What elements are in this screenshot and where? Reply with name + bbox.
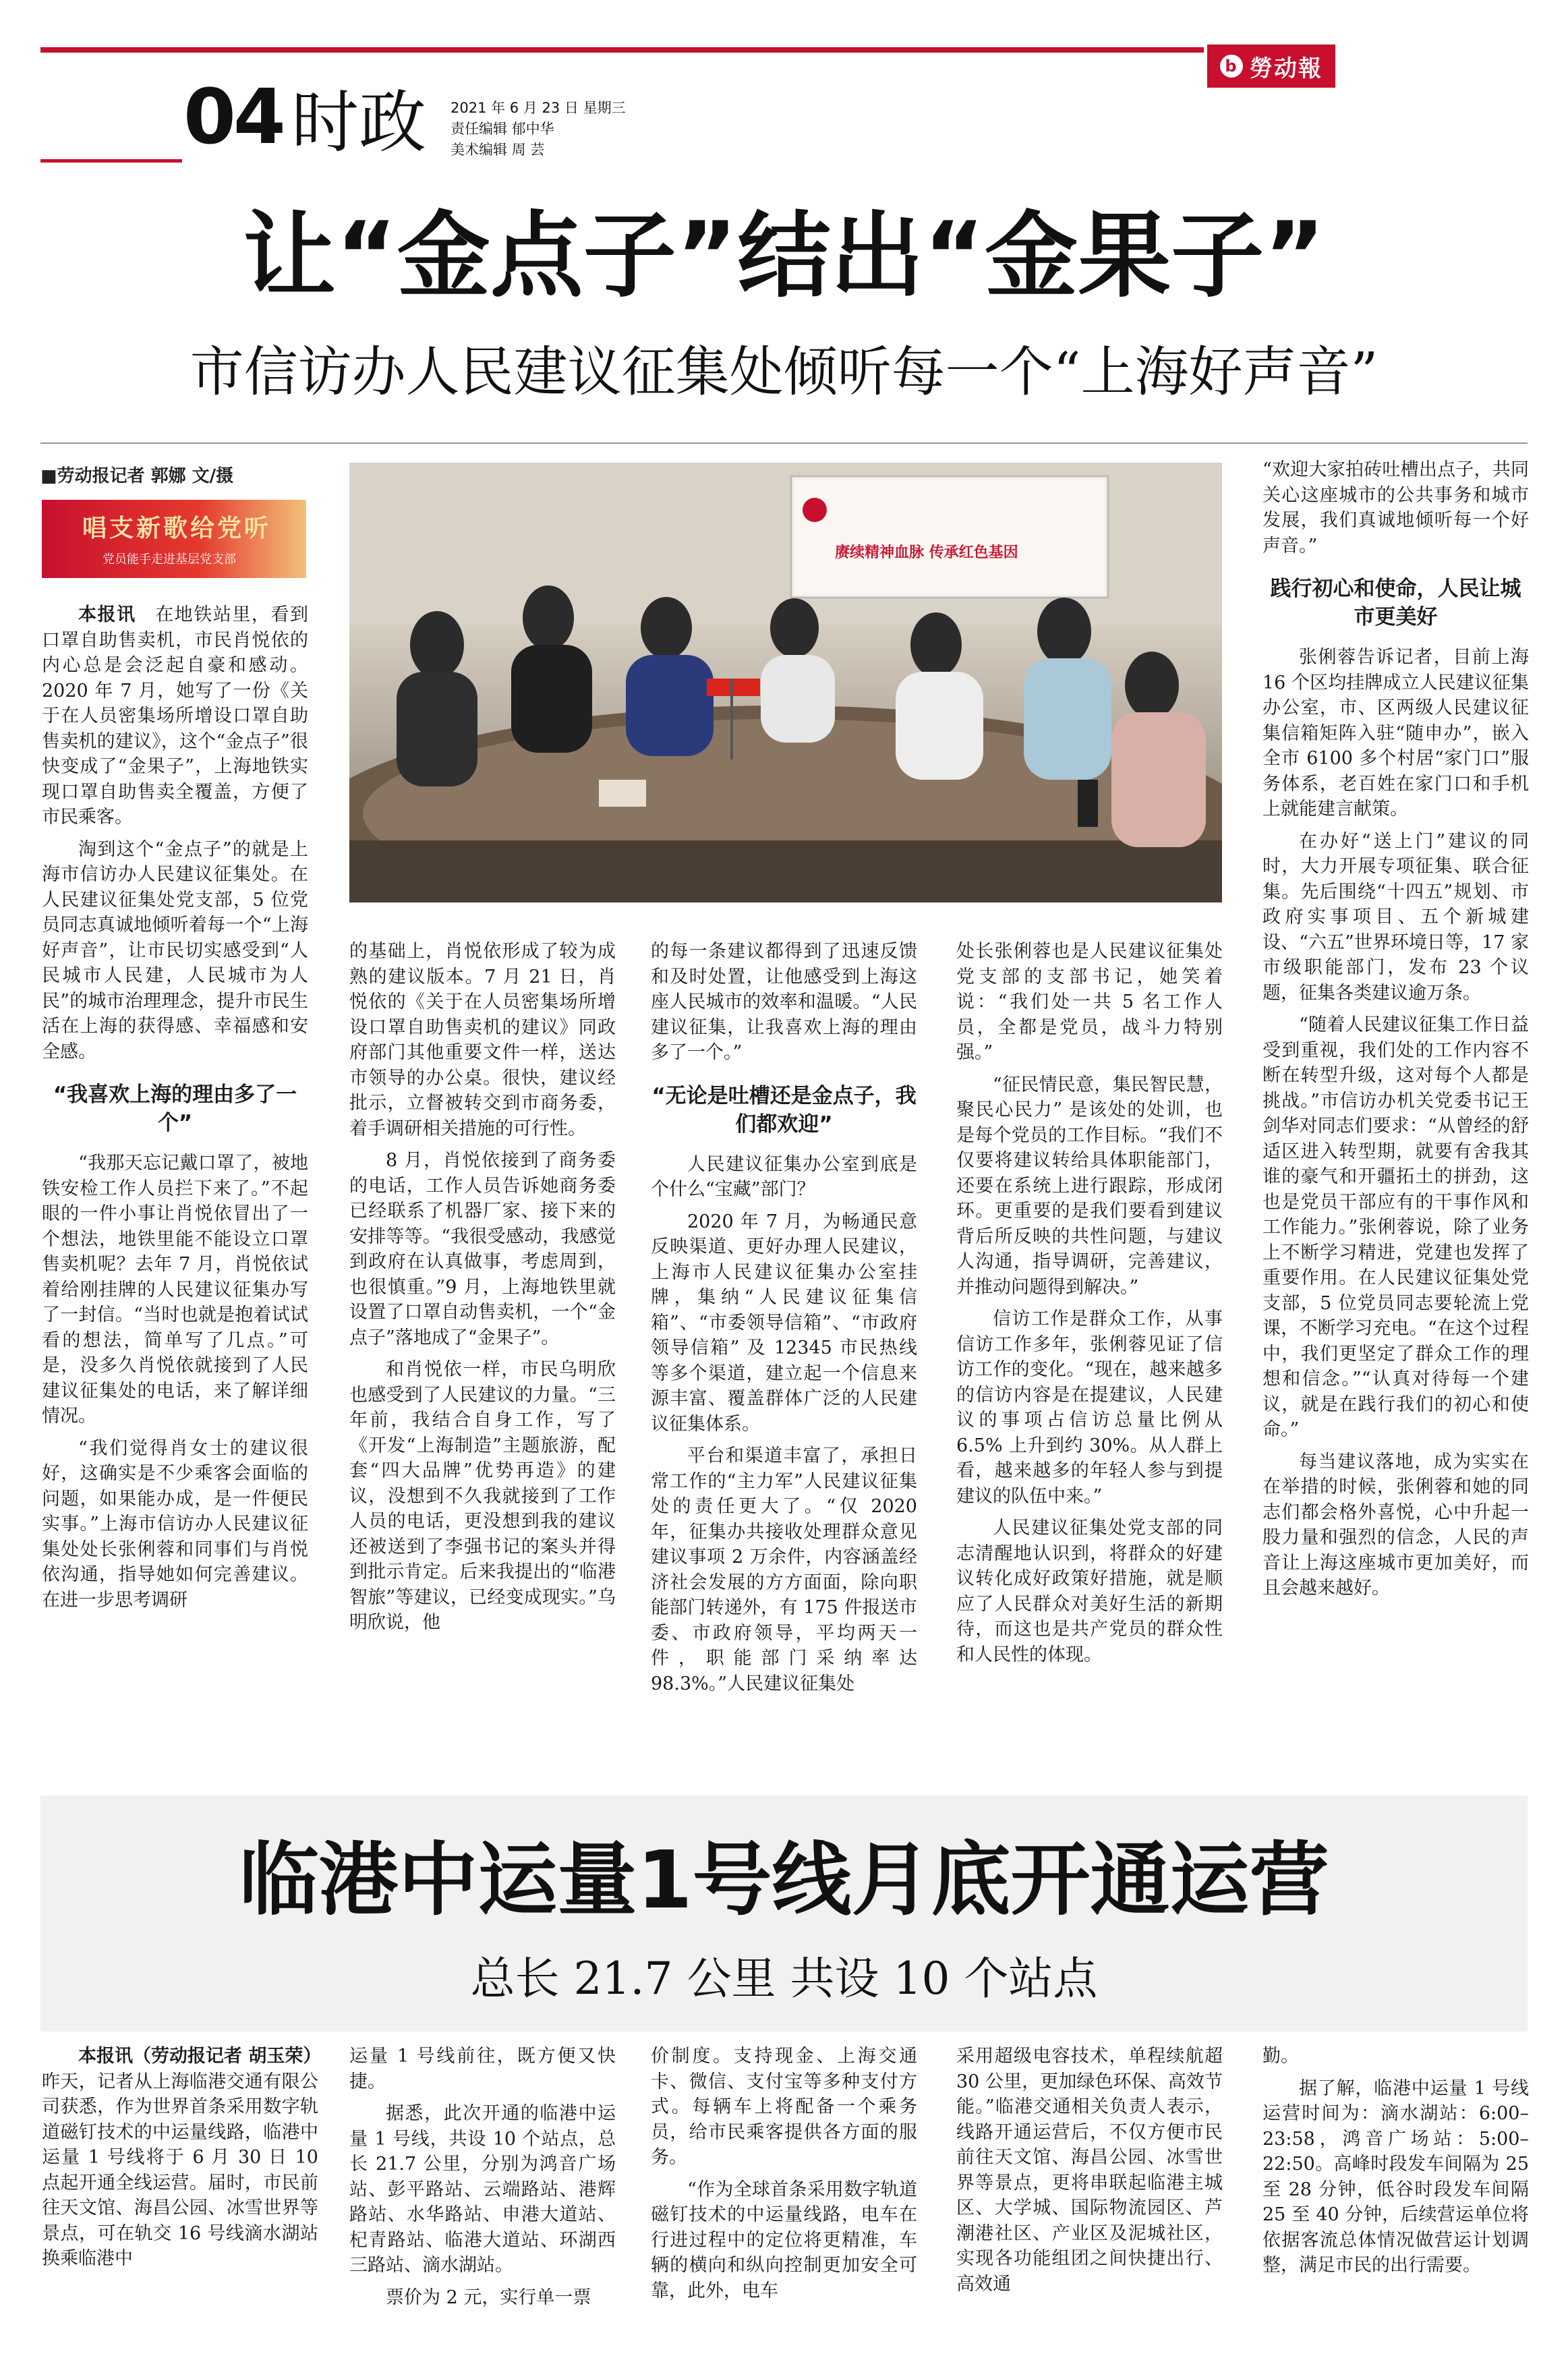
paragraph: 昨天，记者从上海临港交通有限公司获悉，作为世界首条采用数字轨道磁钉技术的中运量线路，临港中运量 1 号线将于 6 月 30 日 10 点起开通全线运营。届时，市民前往天文馆、海昌公园、冰雪世界等景点，可在轨交 16 号线滴水湖站换乘临港中 xyxy=(42,2071,318,2269)
article1-byline: ■劳动报记者 郭娜 文/摄 xyxy=(40,466,234,486)
paragraph: 淘到这个“金点子”的就是上海市信访办人民建议征集处。在人民建议征集处党支部，5 位党员同志真诚地倾听着每一个“上海好声音”，让市民切实感受到“人民城市人民建，人民城市为人民”的城市治理理念，提升市民生活在上海的获得感、幸福感和安全感。 xyxy=(42,838,308,1062)
paragraph: 的每一条建议都得到了迅速反馈和及时处置，让他感受到上海这座人民城市的效率和温暖。“人民建议征集，让我喜欢上海的理由多了一个。” xyxy=(651,941,917,1063)
paragraph: “随着人民建议征集工作日益受到重视，我们处的工作内容不断在转型升级，这对每个人都是挑战。”市信访办机关党委书记王剑华对同志们要求：“从曾经的舒适区进入转型期，就要有舍我其谁的豪气和开疆拓土的拼劲，这也是党员干部应有的干事作风和工作能力。”张俐蓉说，除了业务上不断学习精进，党建也发挥了重要作用。在人民建议征集处党支部，5 位党员同志要轮流上党课，不断学习充电。“在这个过程中，我们更坚定了群众工作的理想和信念。”“认真对待每一个建议，就是在践行我们的初心和使命。” xyxy=(1262,1014,1529,1440)
article2-column-3 xyxy=(651,2044,917,2303)
dateline-lead: 本报讯 xyxy=(78,604,136,625)
paragraph: “我们觉得肖女士的建议很好，这确实是不少乘客会面临的问题，如果能办成，是一件便民实事。”上海市信访办人民建议征集处处长张俐蓉和同事们与肖悦依沟通，指导她如何完善建议。在进一步思考调研 xyxy=(42,1437,308,1611)
paragraph: 在地铁站里，看到口罩自助售卖机，市民肖悦依的内心总是会泛起自豪和感动。2020 年 7 月，她写了一份《关于在人员密集场所增设口罩自助售卖机的建议》，这个“金点子”很快变成了“金果子”，上海地铁实现口罩自助售卖全覆盖，方便了市民乘客。 xyxy=(42,604,309,828)
paragraph: 人民建议征集处党支部的同志清醒地认识到，将群众的好建议转化成好政策好措施，就是顺应了人民群众对美好生活的新期待，而这也是共产党员的群众性和人民性的体现。 xyxy=(956,1518,1223,1665)
paragraph: 运量 1 号线前往，既方便又快捷。 xyxy=(349,2046,616,2092)
edition-meta xyxy=(451,98,626,161)
photo-banner-text: 赓续精神血脉 传承红色基因 xyxy=(835,544,1018,561)
paragraph: 人民建议征集办公室到底是个什么“宝藏”部门？ xyxy=(651,1153,917,1200)
article2-title: 临港中运量1号线月底开通运营 xyxy=(239,1833,1329,1926)
editor-line: 责任编辑 郁中华 xyxy=(451,121,554,137)
subheading: “我喜欢上海的理由多了一个” xyxy=(53,1083,297,1135)
article1-title: 让“金点子”结出“金果子” xyxy=(243,202,1325,310)
header-bottom-rule xyxy=(40,159,182,163)
date-line: 2021 年 6 月 23 日 星期三 xyxy=(451,100,626,116)
article1-column-3 xyxy=(651,939,917,1696)
logo-text: 勞动報 xyxy=(1250,55,1323,82)
art-editor-line: 美术编辑 周 芸 xyxy=(451,142,545,158)
paragraph: 8 月，肖悦依接到了商务委的电话，工作人员告诉她商务委已经联系了机器厂家、接下来的安排等等。“我很受感动，我感觉到政府在认真做事，考虑周到，也很慎重。”9 月，上海地铁里就设置了口罩自动售卖机，一个“金点子”落地成了“金果子”。 xyxy=(349,1150,616,1348)
paragraph: “征民情民意，集民智民慧，聚民心民力” 是该处的处训，也是每个党员的工作目标。“我们不仅要将建议转给具体职能部门，还要在系统上进行跟踪，形成闭环。更重要的是我们要看到建议背后所反映的共性问题，与建议人沟通，指导调研，完善建议，并推动问题得到解决。” xyxy=(956,1074,1223,1298)
paragraph: “作为全球首条采用数字轨道磁钉技术的中运量线路，电车在行进过程中的定位将更精准，车辆的横向和纵向控制更加安全可靠，此外，电车 xyxy=(651,2179,917,2301)
subheading: 践行初心和使命，人民让城市更美好 xyxy=(1270,577,1521,629)
newspaper-logo xyxy=(1207,45,1335,88)
article1-subtitle: 市信访办人民建议征集处倾听每一个“上海好声音” xyxy=(190,341,1378,403)
article2-subtitle: 总长 21.7 公里 共设 10 个站点 xyxy=(470,1953,1098,2005)
top-red-rule xyxy=(40,47,1204,53)
paragraph: 采用超级电容技术，单程续航超 30 公里，更加绿色环保、高效节能。”临港交通相关负责人表示，线路开通运营后，不仅方便市民前往天文馆、海昌公园、冰雪世界等景点，更将串联起临港主城区、大学城、国际物流园区、芦潮港社区、产业区及泥城社区，实现各功能组团之间快捷出行、高效通 xyxy=(956,2046,1223,2295)
badge-title: 唱支新歌给党听 xyxy=(82,514,272,542)
paragraph: 据悉，此次开通的临港中运量 1 号线，共设 10 个站点，总长 21.7 公里，分别为鸿音广场站、彭平路站、云端路站、港辉路站、水华路站、申港大道站、杞青路站、临港大道站、环湖西三路站、滴水湖站。 xyxy=(349,2103,616,2276)
paragraph: 2020 年 7 月，为畅通民意反映渠道、更好办理人民建议，上海市人民建议征集办公室挂牌，集纳“人民建议征集信箱”、“市委领导信箱”、“市政府领导信箱” 及 12345 市民热线等多个渠道，建立起一个信息来源丰富、覆盖群体广泛的人民建议征集体系。 xyxy=(651,1211,917,1435)
badge-subtitle: 党员能手走进基层党支部 xyxy=(103,552,236,567)
article2-column-1 xyxy=(42,2044,322,2272)
article2-column-2 xyxy=(349,2044,616,2310)
subheading: “无论是吐槽还是金点子，我们都欢迎” xyxy=(651,1083,917,1137)
paragraph: 张俐蓉告诉记者，目前上海 16 个区均挂牌成立人民建议征集办公室，市、区两级人民建议征集信箱矩阵入驻“随申办”，嵌入全市 6100 多个村居“家门口”服务体系，老百姓在家门口和手机上就能建言献策。 xyxy=(1262,647,1529,820)
paragraph: 勤。 xyxy=(1262,2046,1299,2067)
section-name: 时政 xyxy=(291,83,426,162)
article1-column-1 xyxy=(42,602,308,1613)
page-number: 04 xyxy=(183,74,283,161)
paragraph: 每当建议落地，成为实实在在举措的时候，张俐蓉和她的同志们都会格外喜悦，心中升起一股力量和强烈的信念，人民的声音让上海这座城市更加美好，而且会越来越好。 xyxy=(1262,1451,1529,1599)
paragraph: 票价为 2 元，实行单一票 xyxy=(386,2287,591,2308)
paragraph: 价制度。支持现金、上海交通卡、微信、支付宝等多种支付方式。每辆车上将配备一个乘务员，给市民乘客提供各方面的服务。 xyxy=(651,2046,917,2168)
article1-rule xyxy=(40,442,1528,444)
article1-column-4 xyxy=(956,939,1223,1667)
paragraph: 平台和渠道丰富了，承担日常工作的“主力军”人民建议征集处的责任更大了。“仅 2020 年，征集办共接收处理群众意见建议事项 2 万余件，内容涵盖经济社会发展的方方面面，除向职能部门转递外，有 175 件报送市委、市政府领导，平均两天一件，职能部门采纳率达 98.3%。”人民建议征集处 xyxy=(651,1445,917,1694)
paragraph: 据了解，临港中运量 1 号线运营时间为：滴水湖站：6:00–23:58，鸿音广场站：5:00–22:50。高峰时段发车间隔为 25 至 28 分钟，低谷时段发车间隔 25 至 40 分钟，后续营运单位将依据客流总体情况做营运计划调整，满足市民的出行需要。 xyxy=(1262,2077,1529,2276)
article1-column-5 xyxy=(1262,457,1529,1601)
dateline-lead: 本报讯（劳动报记者 胡玉荣） xyxy=(78,2046,322,2067)
article2-column-4 xyxy=(956,2044,1223,2297)
article2-column-5 xyxy=(1262,2044,1529,2278)
logo-mark-icon: b xyxy=(1220,55,1243,78)
column-badge xyxy=(42,500,306,578)
paragraph: “欢迎大家拍砖吐槽出点子，共同关心这座城市的公共事务和城市发展，我们真诚地倾听每一个好声音。” xyxy=(1262,459,1529,556)
meeting-photo xyxy=(349,463,1222,902)
meeting-photo-illustration xyxy=(349,463,1222,902)
paragraph: 的基础上，肖悦依形成了较为成熟的建议版本。7 月 21 日，肖悦依的《关于在人员密集场所增设口罩自助售卖机的建议》同政府部门其他重要文件一样，送达市领导的办公桌。很快，建议经批示，立督被转交到市商务委，着手调研相关措施的可行性。 xyxy=(349,941,616,1139)
paragraph: 处长张俐蓉也是人民建议征集处党支部的支部书记，她笑着说：“我们处一共 5 名工作人员，全都是党员，战斗力特别强。” xyxy=(956,941,1223,1063)
paragraph: 在办好“送上门”建议的同时，大力开展专项征集、联合征集。先后围绕“十四五”规划、市政府实事项目、五个新城建设、“六五”世界环境日等，17 家市级职能部门，发布 23 个议题，征集各类建议逾万条。 xyxy=(1262,830,1529,1004)
article1-column-2 xyxy=(349,939,616,1636)
paragraph: “我那天忘记戴口罩了，被地铁安检工作人员拦下来了。”不起眼的一件小事让肖悦依冒出了一个想法，地铁里能不能设立口罩售卖机呢？去年 7 月，肖悦依试着给刚挂牌的人民建议征集办写了一封信。“当时也就是抱着试试看的想法，简单写了几点。”可是，没多久肖悦依就接到了人民建议征集处的电话，来了解详细情况。 xyxy=(42,1153,308,1427)
paragraph: 信访工作是群众工作，从事信访工作多年，张俐蓉见证了信访工作的变化。“现在，越来越多的信访内容是在提建议，人民建议的事项占信访总量比例从 6.5% 上升到约 30%。从人群上看，越来越多的年轻人参与到提建议的队伍中来。” xyxy=(956,1309,1223,1507)
paragraph: 和肖悦依一样，市民乌明欣也感受到了人民建议的力量。“三年前，我结合自身工作，写了《开发“上海制造”主题旅游，配套“四大品牌”优势再造》的建议，没想到不久我就接到了工作人员的电话，更没想到我的建议还被送到了李强书记的案头并得到批示肯定。后来我提出的“临港智旅”等建议，已经变成现实。”乌明欣说，他 xyxy=(349,1359,616,1633)
